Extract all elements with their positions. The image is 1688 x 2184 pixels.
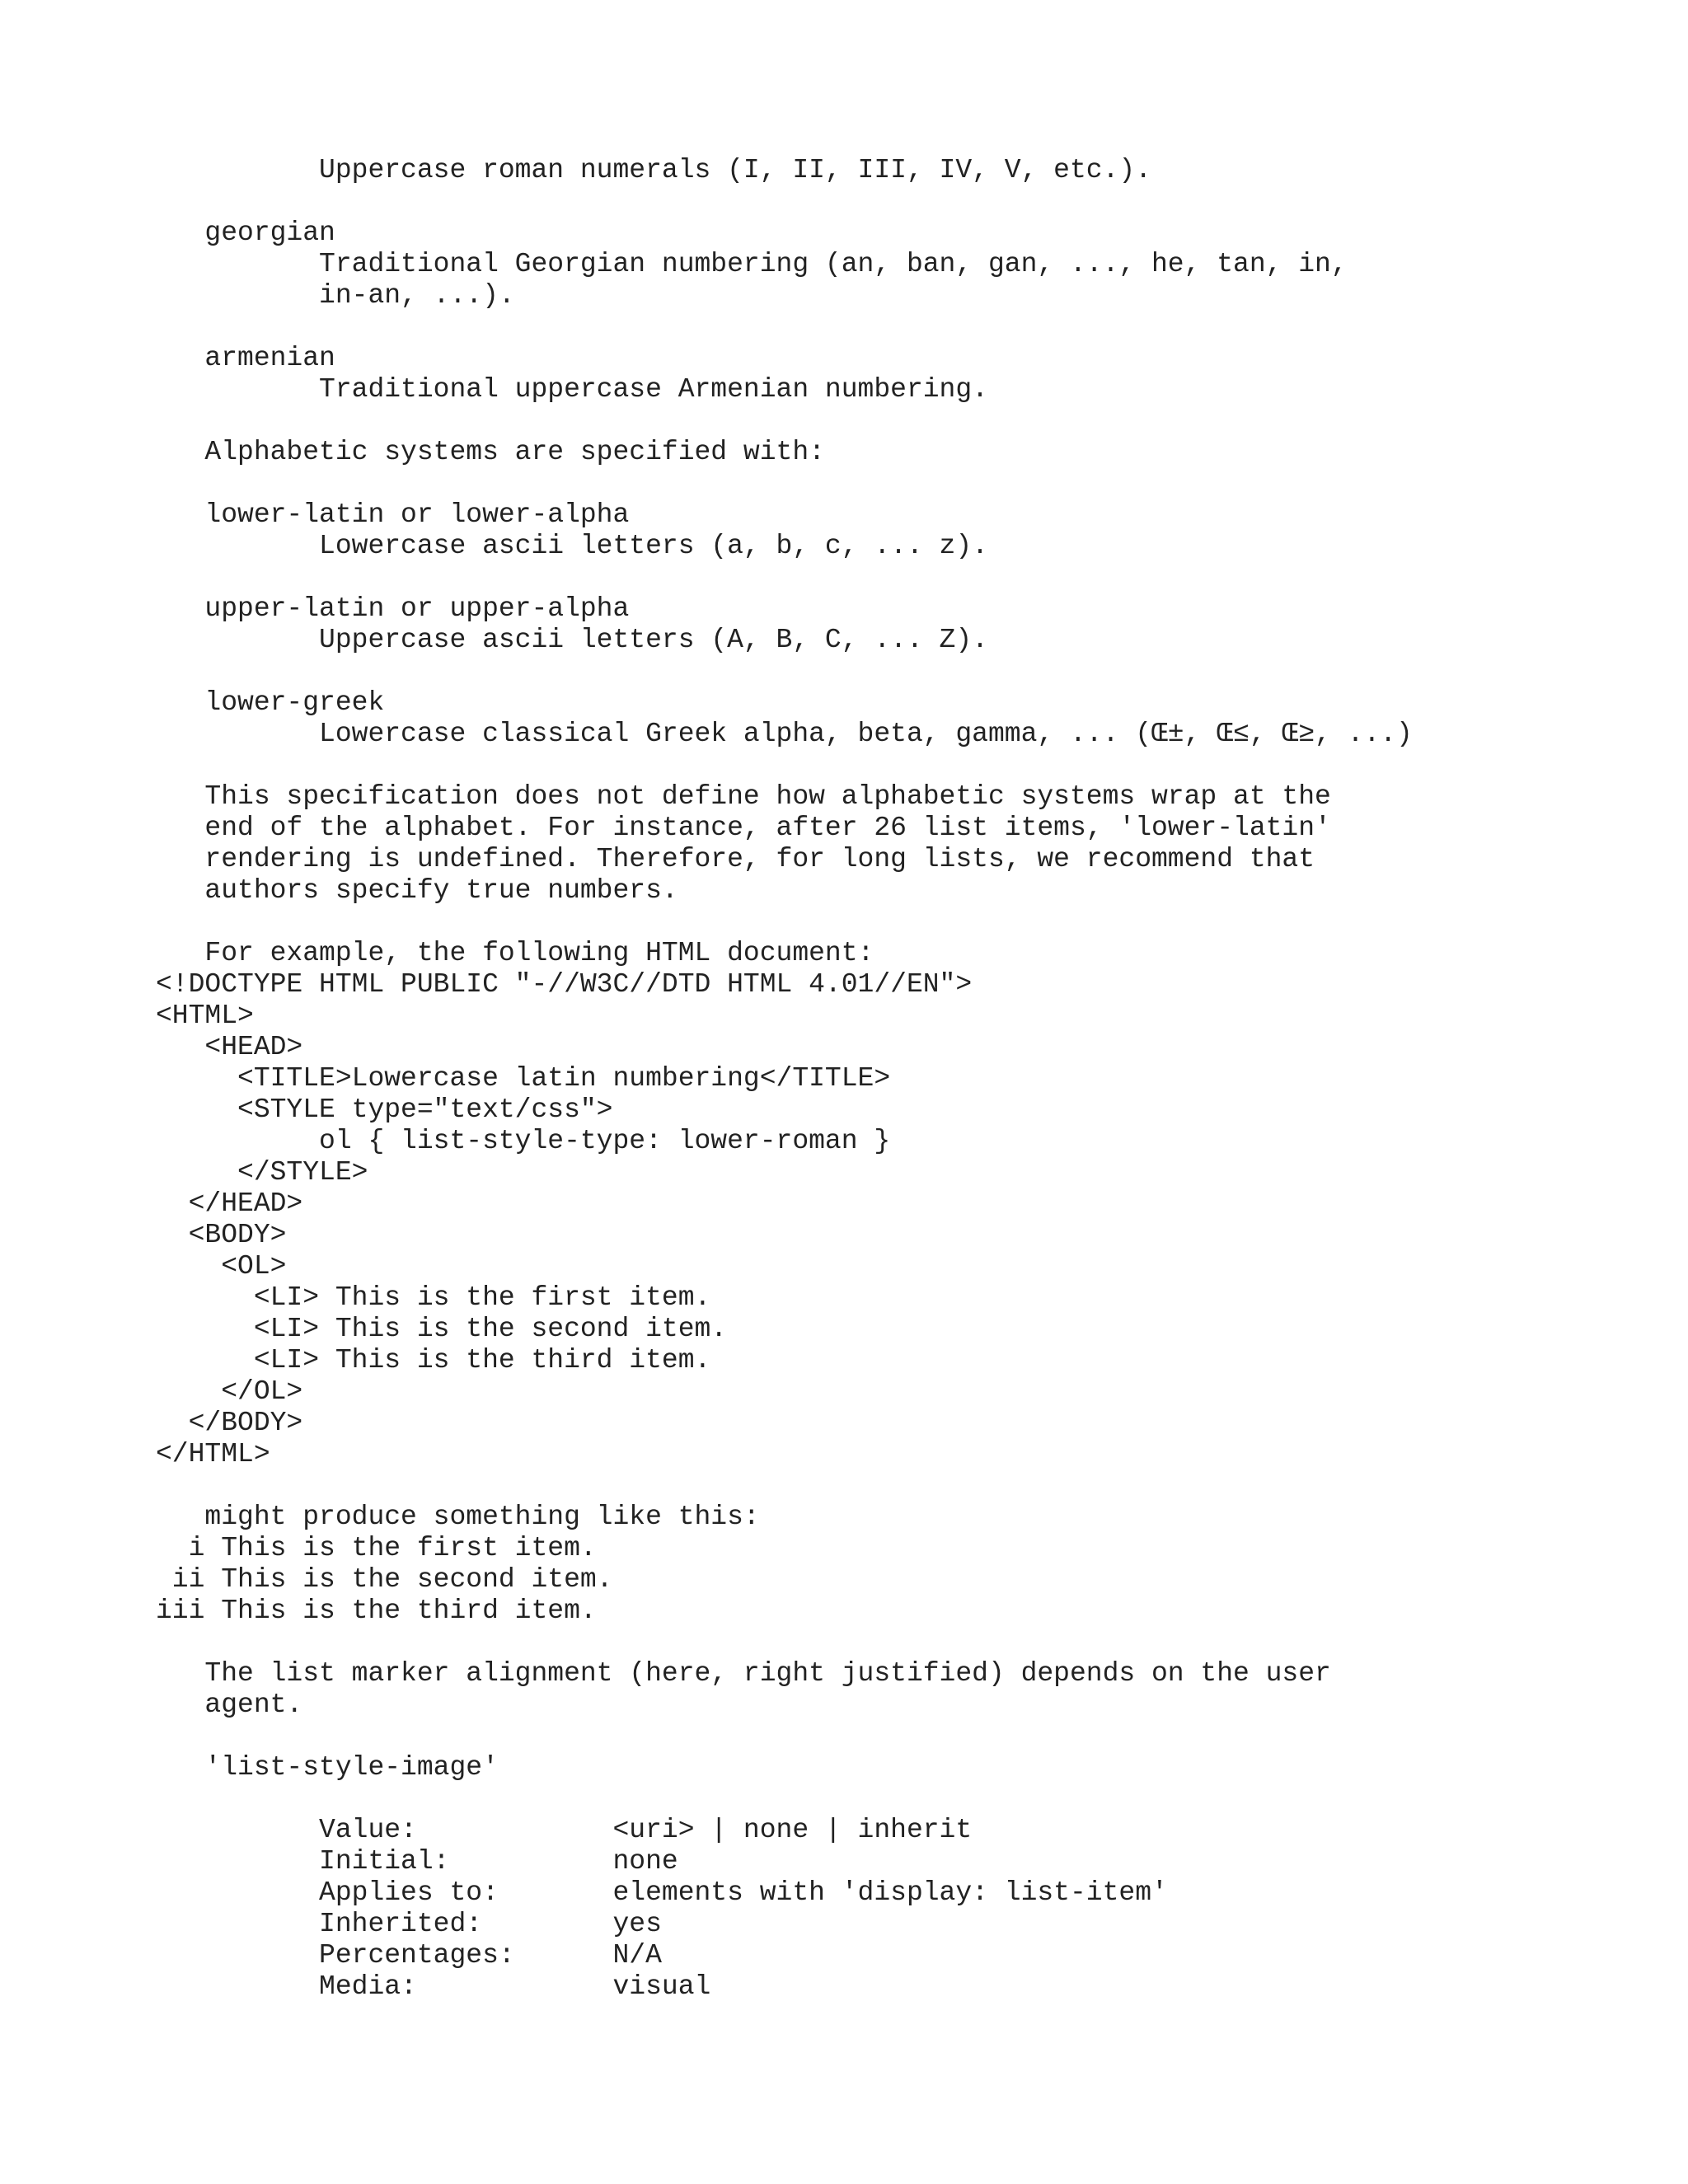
document-line: Alphabetic systems are specified with: <box>156 437 825 467</box>
document-line: <!DOCTYPE HTML PUBLIC "-//W3C//DTD HTML 4.01//EN"> <box>156 969 973 1000</box>
document-line: agent. <box>156 1690 303 1720</box>
document-line: Inherited: yes <box>156 1909 662 1939</box>
document-line: ii This is the second item. <box>156 1564 613 1595</box>
document-line: lower-latin or lower-alpha <box>156 499 630 530</box>
document-line: iii This is the third item. <box>156 1596 597 1626</box>
document-line: <TITLE>Lowercase latin numbering</TITLE> <box>156 1063 891 1094</box>
document-line: <HTML> <box>156 1001 254 1031</box>
document-line: Percentages: N/A <box>156 1940 662 1971</box>
document-line: The list marker alignment (here, right justified) depends on the user <box>156 1658 1331 1689</box>
document-line: 'list-style-image' <box>156 1752 499 1783</box>
document-line: </HTML> <box>156 1439 270 1469</box>
document-line: ol { list-style-type: lower-roman } <box>156 1126 891 1156</box>
document-line: i This is the first item. <box>156 1533 597 1563</box>
document-line: <STYLE type="text/css"> <box>156 1094 613 1125</box>
document-line <box>156 1470 1413 1502</box>
document-line: <OL> <box>156 1251 287 1282</box>
document-line: <LI> This is the first item. <box>156 1282 711 1313</box>
document-line: Value: <uri> | none | inherit <box>156 1815 973 1845</box>
document-line: Applies to: elements with 'display: list-item' <box>156 1877 1168 1908</box>
document-line <box>156 750 1413 781</box>
document-line: </BODY> <box>156 1408 303 1438</box>
document-line: Traditional uppercase Armenian numbering. <box>156 374 988 405</box>
document-line <box>156 1721 1413 1752</box>
document-line: </OL> <box>156 1376 303 1407</box>
document-line: in-an, ...). <box>156 280 515 311</box>
document-line <box>156 1783 1413 1815</box>
document-line <box>156 312 1413 343</box>
document-line: upper-latin or upper-alpha <box>156 593 630 624</box>
document-line <box>156 562 1413 593</box>
document-line <box>156 468 1413 499</box>
document-text <box>156 155 1413 2003</box>
document-line: georgian <box>156 218 335 248</box>
document-line: </STYLE> <box>156 1157 368 1188</box>
document-line: Uppercase ascii letters (A, B, C, ... Z). <box>156 625 988 655</box>
document-line: For example, the following HTML document: <box>156 938 874 968</box>
document-line: Initial: none <box>156 1846 678 1877</box>
document-line <box>156 907 1413 938</box>
document-line <box>156 656 1413 687</box>
document-line: Lowercase ascii letters (a, b, c, ... z). <box>156 531 988 561</box>
document-line: lower-greek <box>156 687 385 718</box>
document-line: rendering is undefined. Therefore, for long lists, we recommend that <box>156 844 1315 874</box>
document-line <box>156 186 1413 218</box>
document-line: Lowercase classical Greek alpha, beta, gamma, ... (Œ±, Œ≤, Œ≥, ...) <box>156 719 1413 749</box>
document-line: </HEAD> <box>156 1188 303 1219</box>
document-line: armenian <box>156 343 335 373</box>
document-line: Traditional Georgian numbering (an, ban, gan, ..., he, tan, in, <box>156 249 1348 279</box>
document-line: might produce something like this: <box>156 1502 760 1532</box>
document-line: This specification does not define how alphabetic systems wrap at the <box>156 781 1331 812</box>
document-line: <BODY> <box>156 1220 287 1250</box>
document-line: <HEAD> <box>156 1032 303 1062</box>
document-line: authors specify true numbers. <box>156 875 678 906</box>
document-line: Uppercase roman numerals (I, II, III, IV, V, etc.). <box>156 155 1151 185</box>
document-line: <LI> This is the third item. <box>156 1345 711 1376</box>
document-line: Media: visual <box>156 1971 711 2002</box>
document-line <box>156 1627 1413 1658</box>
document-line: end of the alphabet. For instance, after 26 list items, 'lower-latin' <box>156 813 1331 843</box>
document-line: <LI> This is the second item. <box>156 1314 728 1344</box>
document-line <box>156 405 1413 437</box>
